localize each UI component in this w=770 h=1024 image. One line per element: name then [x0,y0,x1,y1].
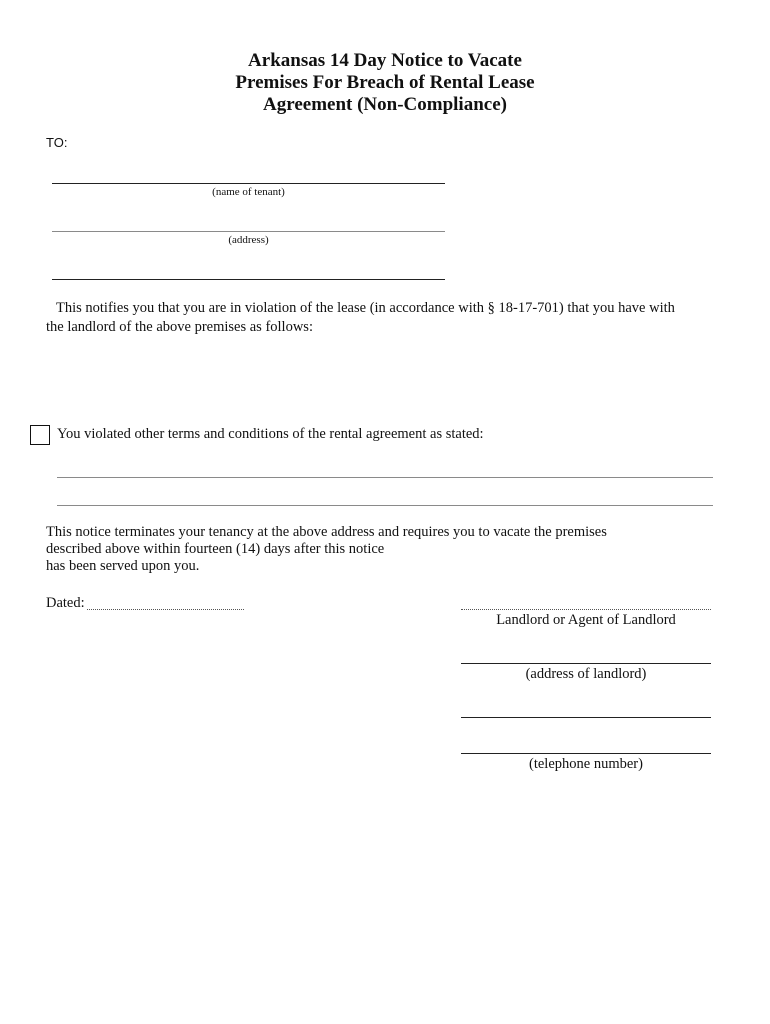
termination-line-3: has been served upon you. [46,558,200,574]
landlord-signature-field[interactable] [461,609,711,610]
document-title [0,50,770,116]
violation-line-2: the landlord of the above premises as follows: [46,319,313,335]
title-line-1: Arkansas 14 Day Notice to Vacate [248,50,522,71]
other-terms-checkbox[interactable] [30,425,50,445]
landlord-address-field[interactable] [461,663,711,664]
violation-line-1: This notifies you that you are in violation of the lease (in accordance with § 18-17-701) that you have with [56,300,675,316]
tenant-address-caption: (address) [228,234,269,246]
to-label: TO: [46,135,68,150]
other-terms-line-1-field[interactable] [57,477,713,478]
telephone-caption: (telephone number) [529,756,643,772]
landlord-address-caption: (address of landlord) [525,666,647,682]
dated-field[interactable] [87,609,244,610]
tenant-name-caption: (name of tenant) [212,186,285,198]
tenant-address-line-2-field[interactable] [52,279,445,280]
title-line-3: Agreement (Non-Compliance) [263,94,507,115]
termination-paragraph [46,524,746,575]
telephone-field[interactable] [461,753,711,754]
termination-line-2: described above within fourteen (14) days after this notice [46,541,385,557]
title-line-2: Premises For Breach of Rental Lease [235,72,535,93]
landlord-caption: Landlord or Agent of Landlord [496,612,676,628]
tenant-name-field[interactable] [52,183,445,184]
tenant-address-field[interactable] [52,231,445,232]
landlord-address-line-2-field[interactable] [461,717,711,718]
termination-line-1: This notice terminates your tenancy at the above address and requires you to vacate the premises [46,524,607,540]
violation-paragraph [46,299,746,337]
dated-label: Dated: [46,595,85,611]
other-terms-label: You violated other terms and conditions of the rental agreement as stated: [57,426,484,442]
other-terms-line-2-field[interactable] [57,505,713,506]
